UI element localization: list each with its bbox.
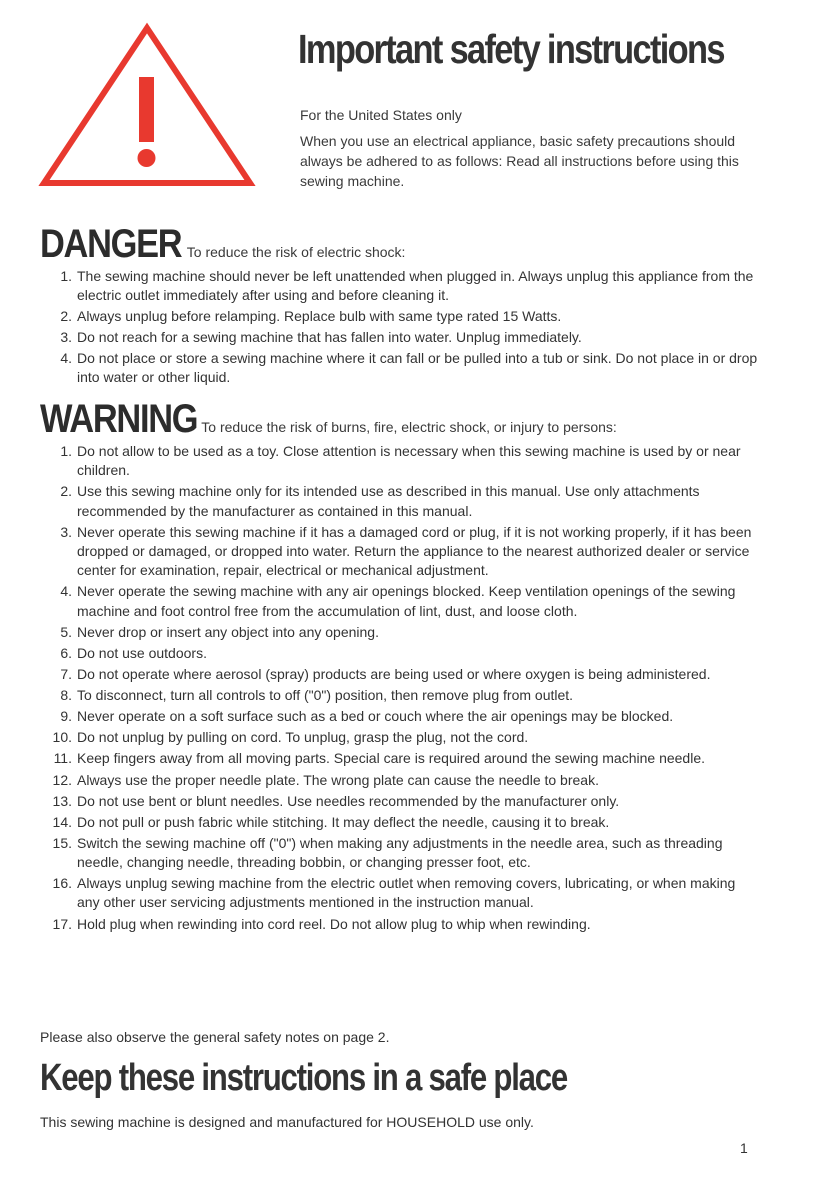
list-item bbox=[40, 813, 760, 832]
item-text: Hold plug when rewinding into cord reel. Do not allow plug to whip when rewinding. bbox=[77, 915, 591, 932]
item-number: 6. bbox=[60, 644, 72, 661]
item-number: 3. bbox=[60, 329, 72, 346]
list-item bbox=[40, 523, 760, 581]
item-number: 1. bbox=[60, 443, 72, 459]
item-text: Always use the proper needle plate. The wrong plate can cause the needle to break. bbox=[77, 771, 599, 788]
keep-instructions-title: Keep these instructions in a safe place bbox=[40, 1057, 567, 1099]
list-item bbox=[40, 623, 760, 642]
list-item bbox=[40, 442, 760, 481]
exclamation-bar bbox=[139, 77, 154, 142]
item-text: Switch the sewing machine off ("0") when making any adjustments in the needle area, such as threading needle, changing needle, threading bobbin, or changing presser foot, etc. bbox=[77, 834, 723, 871]
list-item bbox=[40, 707, 760, 726]
item-number: 15. bbox=[52, 834, 72, 851]
list-item bbox=[40, 915, 760, 934]
item-number: 3. bbox=[60, 523, 72, 540]
item-text: Do not allow to be used as a toy. Close attention is necessary when this sewing machine is used by or near children. bbox=[77, 443, 741, 479]
item-text: Do not use bent or blunt needles. Use needles recommended by the manufacturer only. bbox=[77, 792, 620, 809]
item-text: Never operate the sewing machine with any air openings blocked. Keep ventilation openings of the sewing machine and foot control free from the accumulation of lint, dust, and loose cloth. bbox=[77, 583, 736, 619]
item-text: To disconnect, turn all controls to off ("0") position, then remove plug from outlet. bbox=[77, 687, 574, 704]
list-item bbox=[40, 792, 760, 811]
general-safety-note: Please also observe the general safety notes on page 2. bbox=[40, 1029, 390, 1045]
item-text: Use this sewing machine only for its intended use as described in this manual. Use only attachments recommended by the manufacturer as contained in this manual. bbox=[77, 483, 700, 519]
item-number: 16. bbox=[52, 875, 72, 892]
item-number: 17. bbox=[52, 915, 72, 932]
exclamation-dot bbox=[138, 149, 156, 167]
item-number: 4. bbox=[60, 583, 72, 600]
item-number: 2. bbox=[60, 308, 72, 325]
item-number: 8. bbox=[60, 687, 72, 704]
list-item bbox=[40, 834, 760, 873]
region-note: For the United States only bbox=[300, 107, 462, 123]
item-text: Never drop or insert any object into any opening. bbox=[77, 623, 379, 640]
list-item bbox=[40, 728, 760, 747]
list-item bbox=[40, 665, 760, 684]
item-text: Never operate on a soft surface such as a bed or couch where the air openings may be blocked. bbox=[77, 708, 674, 725]
household-note: This sewing machine is designed and manufactured for HOUSEHOLD use only. bbox=[40, 1114, 534, 1130]
list-item bbox=[40, 582, 760, 621]
item-number: 10. bbox=[52, 729, 72, 746]
item-text: Always unplug sewing machine from the electric outlet when removing covers, lubricating, or when making any other user servicing adjustments mentioned in the instruction manual. bbox=[77, 875, 736, 911]
page-title: Important safety instructions bbox=[298, 26, 724, 72]
item-text: Do not pull or push fabric while stitching. It may deflect the needle, causing it to break. bbox=[77, 813, 610, 830]
warning-heading bbox=[40, 397, 617, 442]
item-number: 13. bbox=[52, 792, 72, 809]
item-number: 11. bbox=[53, 750, 72, 767]
list-item bbox=[40, 644, 760, 663]
item-number: 9. bbox=[60, 708, 72, 725]
list-item bbox=[40, 267, 760, 306]
item-number: 4. bbox=[60, 349, 72, 366]
intro-paragraph: When you use an electrical appliance, basic safety precautions should always be adhered to as follows: Read all instructions before using this sewing machine. bbox=[300, 133, 739, 189]
danger-subheading: To reduce the risk of electric shock: bbox=[186, 244, 406, 260]
item-text: Do not operate where aerosol (spray) products are being used or where oxygen is being administered. bbox=[77, 666, 711, 683]
list-item bbox=[40, 686, 760, 705]
list-item bbox=[40, 307, 760, 326]
list-item bbox=[40, 749, 760, 768]
item-text: Do not place or store a sewing machine where it can fall or be pulled into a tub or sink. Do not place in or drop into water or other liquid. bbox=[77, 349, 758, 386]
warning-label: WARNING bbox=[40, 397, 198, 441]
list-item bbox=[40, 874, 760, 913]
item-text: Do not unplug by pulling on cord. To unplug, grasp the plug, not the cord. bbox=[77, 729, 529, 746]
list-item bbox=[40, 771, 760, 790]
item-number: 2. bbox=[60, 483, 72, 500]
warning-subheading: To reduce the risk of burns, fire, electric shock, or injury to persons: bbox=[201, 419, 617, 435]
warning-list bbox=[40, 442, 760, 936]
item-text: The sewing machine should never be left unattended when plugged in. Always unplug this appliance from the electric outlet immediately after using and before cleaning it. bbox=[77, 268, 754, 304]
item-text: Keep fingers away from all moving parts. Special care is required around the sewing machine needle. bbox=[77, 750, 706, 767]
item-text: Always unplug before relamping. Replace bulb with same type rated 15 Watts. bbox=[77, 308, 562, 325]
list-item bbox=[40, 328, 760, 347]
item-number: 12. bbox=[52, 771, 72, 788]
item-number: 14. bbox=[52, 813, 72, 830]
item-number: 1. bbox=[60, 268, 72, 284]
item-number: 5. bbox=[60, 623, 72, 640]
item-text: Never operate this sewing machine if it has a damaged cord or plug, if it is not working properly, if it has been dropped or damaged, or dropped into water. Return the appliance to the nearest authorized dealer or service center for examination, repair, electrical or mechanical adjustment. bbox=[77, 523, 752, 579]
danger-list bbox=[40, 267, 760, 389]
item-number: 7. bbox=[60, 666, 72, 683]
danger-heading bbox=[40, 222, 405, 267]
list-item bbox=[40, 349, 760, 388]
warning-triangle-icon bbox=[38, 22, 256, 188]
danger-label: DANGER bbox=[40, 222, 182, 266]
page-number: 1 bbox=[740, 1140, 748, 1156]
list-item bbox=[40, 482, 760, 521]
item-text: Do not reach for a sewing machine that has fallen into water. Unplug immediately. bbox=[77, 329, 582, 346]
item-text: Do not use outdoors. bbox=[77, 644, 207, 661]
